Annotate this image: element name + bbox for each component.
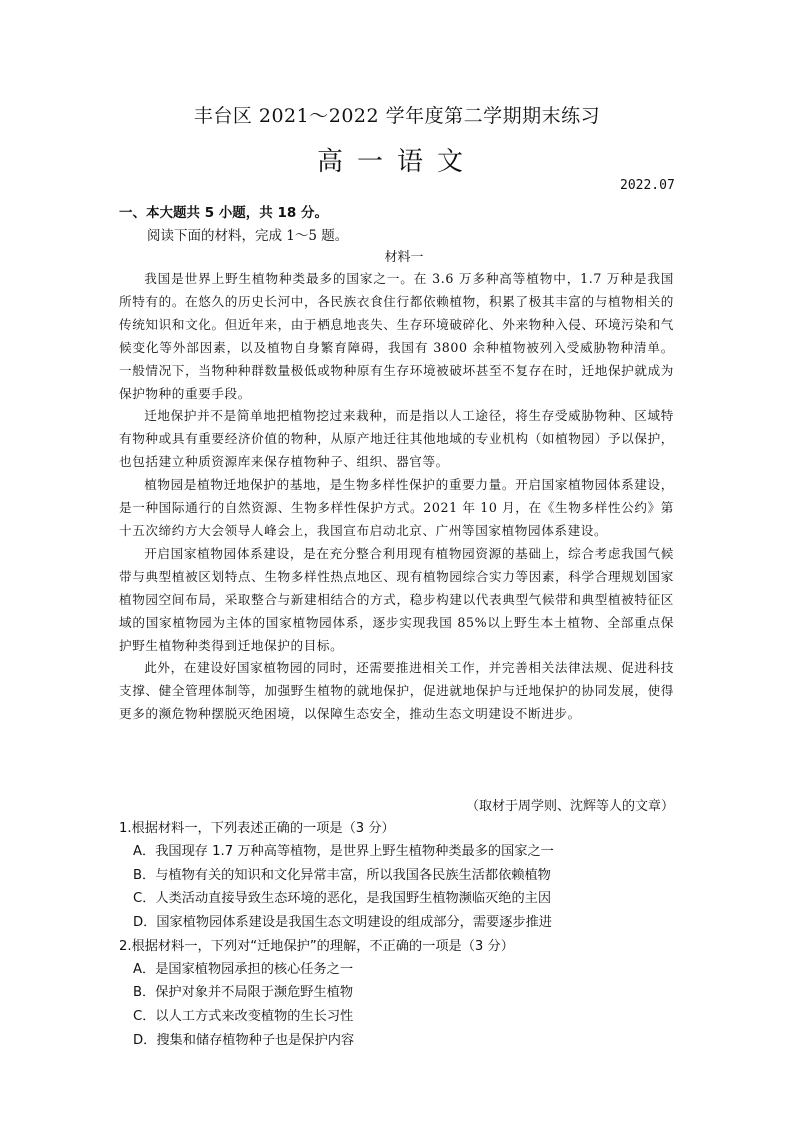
answer-option: A．是国家植物园承担的核心任务之一: [133, 961, 354, 977]
question: [119, 935, 679, 1053]
passage-paragraph: 植物园是植物迁地保护的基地，是生物多样性保护的重要力量。开启国家植物园体系建设，是一种国际通行的自然资源、生物多样性保护方式。2021 年 10 月，在《生物多样性公约》第十五次缔约方大会领导人峰会上，我国宣布启动北京、广州等国家植物园体系建设。: [119, 477, 674, 538]
question-stem: 2.根据材料一，下列对“迁地保护”的理解，不正确的一项是（3 分）: [119, 938, 514, 954]
question-list: [119, 817, 679, 1053]
answer-option: C．以人工方式来改变植物的生长习性: [133, 1009, 354, 1025]
answer-option: C．人类活动直接导致生态环境的恶化，是我国野生植物濒临灭绝的主因: [133, 891, 552, 907]
passage-paragraph: 我国是世界上野生植物种类最多的国家之一。在 3.6 万多种高等植物中，1.7 万种是我国所特有的。在悠久的历史长河中，各民族衣食住行都依赖植物，积累了极其丰富的与植物相关的传统知识和文化。但近年来，由于栖息地丧失、生存环境破碎化、外来物种入侵、环境污染和气候变化等外部因素，以及植物自身繁育障碍，我国有 3800 余种植物被列入受威胁物种清单。一般情况下，当物种种群数量极低或物种原有生存环境被破坏甚至不复存在时，迁地保护就成为保护物种的重要手段。: [119, 271, 674, 401]
reading-instruction: 阅读下面的材料，完成 1～5 题。: [147, 228, 349, 244]
question-stem: 1.根据材料一，下列表述正确的一项是（3 分）: [119, 821, 395, 836]
section-heading: 一、本大题共 5 小题，共 18 分。: [119, 205, 328, 221]
answer-option: D．搜集和储存植物种子也是保护内容: [133, 1032, 355, 1048]
exam-date: 2022.07: [620, 178, 675, 193]
passage-paragraph: 迁地保护并不是简单地把植物挖过来栽种，而是指以人工途径，将生存受威胁物种、区域特有物种或具有重要经济价值的物种，从原产地迁往其他地域的专业机构（如植物园）予以保护，也包括建立种质资源库来保存植物种子、组织、器官等。: [119, 408, 674, 470]
answer-option: B．保护对象并不局限于濒危野生植物: [133, 985, 354, 1001]
subject-title: 高一语文: [316, 147, 477, 177]
exam-title: 丰台区 2021～2022 学年度第二学期期末练习: [193, 105, 601, 127]
answer-option: B．与植物有关的知识和文化异常丰富，所以我国各民族生活都依赖植物: [133, 867, 551, 883]
passage-paragraph: 开启国家植物园体系建设，是在充分整合利用现有植物园资源的基础上，综合考虑我国气候带与典型植被区划特点、生物多样性热点地区、现有植物园综合实力等因素，科学合理规划国家植物园空间布局，采取整合与新建相结合的方式，稳步构建以代表典型气候带和典型植被特征区域的国家植物园为主体的国家植物园体系，逐步实现我国 85%以上野生本土植物、全部重点保护野生植物种类得到迁地保护的目标。: [119, 545, 674, 653]
material-title: 材料一: [384, 250, 424, 265]
answer-option: D．国家植物园体系建设是我国生态文明建设的组成部分，需要逐步推进: [133, 915, 552, 931]
passage-paragraph: 此外，在建设好国家植物园的同时，还需要推进相关工作，并完善相关法律法规、促进科技支撑、健全管理体制等，加强野生植物的就地保护，促进就地保护与迁地保护的协同发展，使得更多的濒危物种摆脱灭绝困境，以保障生态安全，推动生态文明建设不断进步。: [119, 660, 674, 722]
passage: [119, 268, 674, 726]
answer-option: A．我国现存 1.7 万种高等植物，是世界上野生植物种类最多的国家之一: [133, 844, 554, 859]
question: [119, 817, 679, 935]
source-citation: （取材于周学则、沈辉等人的文章）: [465, 799, 674, 814]
